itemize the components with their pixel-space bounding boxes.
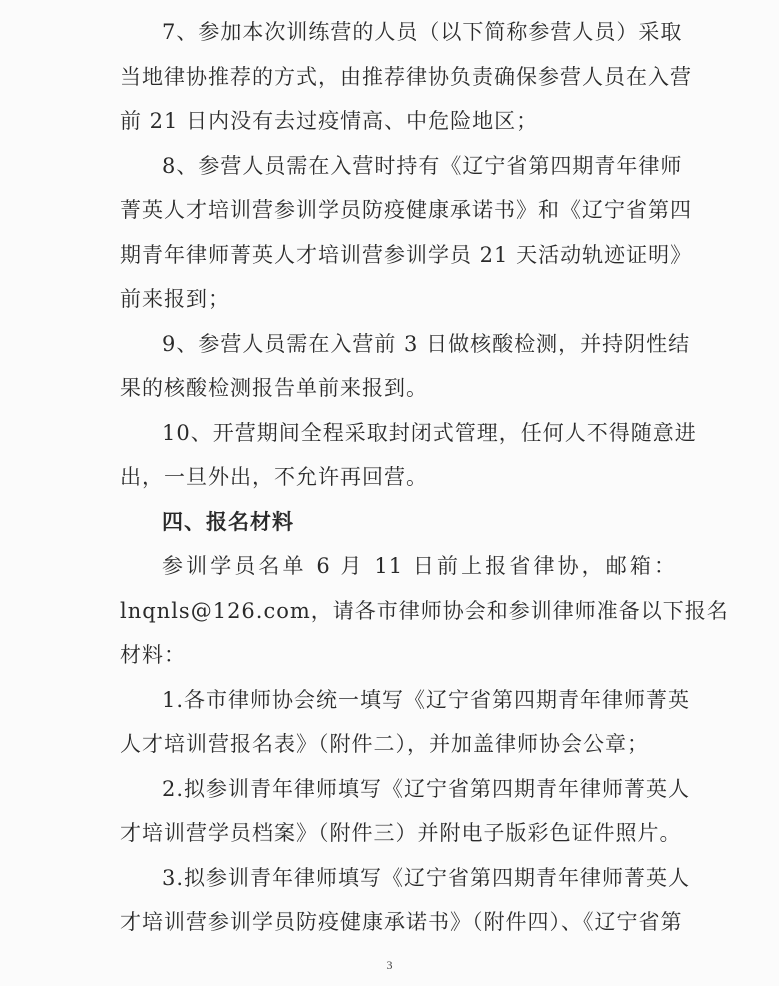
paragraph-line: 果的核酸检测报告单前来报到。 bbox=[120, 376, 428, 400]
paragraph-line: 前 21 日内没有去过疫情高、中危险地区； bbox=[120, 109, 539, 133]
paragraph-line: 8、参营人员需在入营时持有《辽宁省第四期青年律师 bbox=[162, 153, 683, 178]
list-item-line: 2.拟参训青年律师填写《辽宁省第四期青年律师菁英人 bbox=[162, 776, 691, 801]
list-item-line: 人才培训营报名表》（附件二），并加盖律师协会公章； bbox=[120, 732, 649, 756]
list-item-line: 3.拟参训青年律师填写《辽宁省第四期青年律师菁英人 bbox=[162, 865, 691, 890]
paragraph-line: 期青年律师菁英人才培训营参训学员 21 天活动轨迹证明》 bbox=[120, 242, 693, 267]
section-heading: 四、报名材料 bbox=[162, 509, 294, 534]
list-item-line: 1.各市律师协会统一填写《辽宁省第四期青年律师菁英 bbox=[162, 687, 691, 712]
paragraph-line: 7、参加本次训练营的人员（以下简称参营人员）采取 bbox=[162, 20, 683, 44]
list-item-line: 才培训营学员档案》（附件三）并附电子版彩色证件照片。 bbox=[120, 821, 682, 845]
paragraph-line: 前来报到； bbox=[120, 287, 230, 311]
paragraph-line: 9、参营人员需在入营前 3 日做核酸检测，并持阴性结 bbox=[162, 331, 691, 356]
paragraph-line: 材料： bbox=[120, 643, 186, 667]
paragraph-line: 当地律协推荐的方式，由推荐律协负责确保参营人员在入营 bbox=[120, 64, 692, 89]
paragraph-line: 出，一旦外出，不允许再回营。 bbox=[120, 465, 428, 489]
paragraph-line: lnqnls@126.com，请各市律师协会和参训律师准备以下报名 bbox=[120, 598, 729, 623]
paragraph-line: 参训学员名单 6 月 11 日前上报省律协，邮箱： bbox=[162, 554, 676, 578]
list-item-line: 才培训营参训学员防疫健康承诺书》（附件四）、《辽宁省第 bbox=[120, 910, 683, 934]
paragraph-line: 菁英人才培训营参训学员防疫健康承诺书》和《辽宁省第四 bbox=[120, 198, 692, 222]
paragraph-line: 10、开营期间全程采取封闭式管理，任何人不得随意进 bbox=[162, 420, 697, 445]
page-number: 3 bbox=[386, 958, 393, 972]
